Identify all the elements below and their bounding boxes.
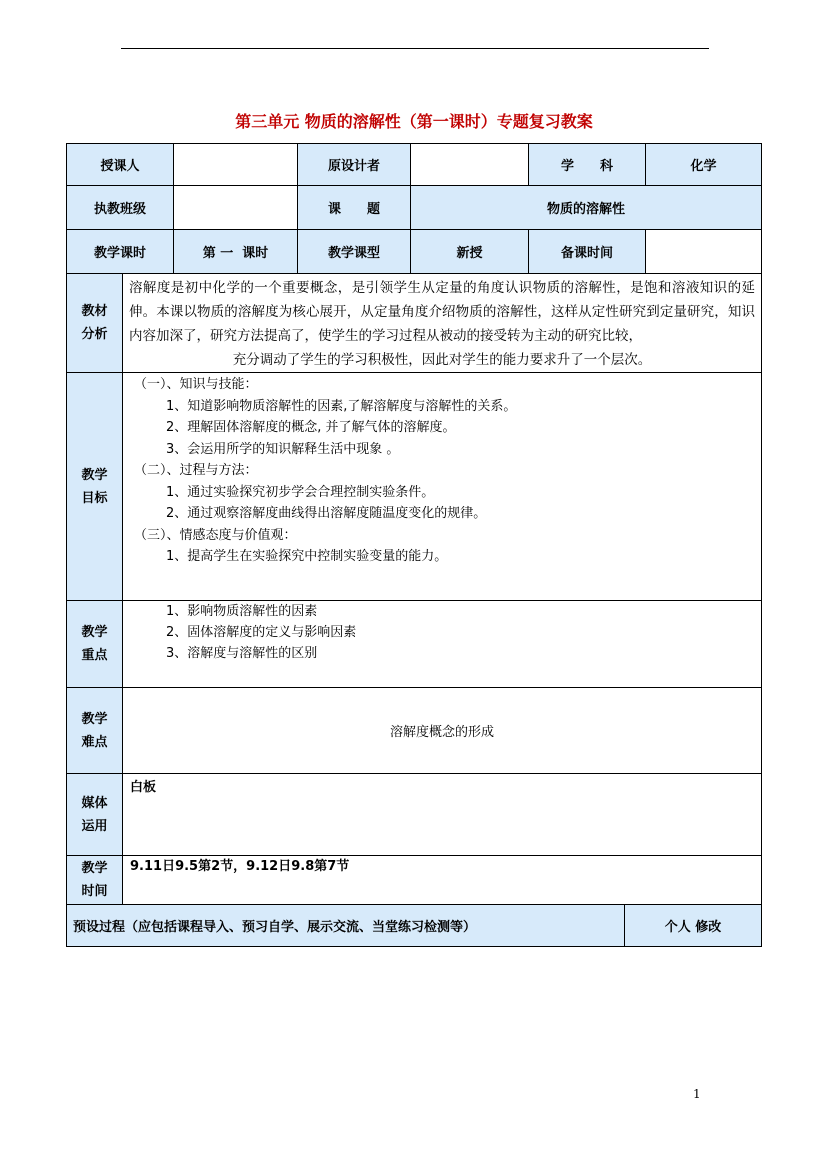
- subject-value: 化学: [645, 143, 762, 186]
- analysis-paragraph: 溶解度是初中化学的一个重要概念，是引领学生从定量的角度认识物质的溶解性，是饱和溶液知识的延伸。本课以物质的溶解度为核心展开，从定量角度介绍物质的溶解性，这样从定性研究到定量研究，知识内容加深了，研究方法提高了，使学生的学习过程从被动的接受转为主动的研究比较，: [129, 280, 755, 344]
- goal-heading: （一）、知识与技能：: [134, 377, 258, 392]
- teacher-value: [173, 143, 298, 186]
- document-title: 第三单元 物质的溶解性（第一课时）专题复习教案: [235, 112, 593, 131]
- teacher-label: 授课人: [66, 143, 174, 186]
- process-label: 预设过程（应包括课程导入、预习自学、展示交流、当堂练习检测等）: [66, 904, 625, 947]
- media-label: [66, 773, 123, 856]
- goal-item: 3、会运用所学的知识解释生活中现象 。: [166, 441, 400, 457]
- topic-value: 物质的溶解性: [410, 185, 762, 230]
- difficulty-label: [66, 687, 123, 774]
- key-points-list: [122, 600, 762, 688]
- media-label-text: 媒体运用: [81, 795, 108, 834]
- page-number: 1: [693, 1087, 701, 1101]
- goal-item: 1、提高学生在实验探究中控制实验变量的能力。: [166, 549, 448, 564]
- goals-label-text: 教学目标: [81, 467, 108, 506]
- key-points-label: [66, 600, 123, 688]
- class-value: [173, 185, 298, 230]
- analysis-paragraph-last: 充分调动了学生的学习积极性，因此对学生的能力要求升了一个层次。: [232, 352, 652, 368]
- type-value: 新授: [410, 229, 529, 274]
- revise-label: 个人 修改: [624, 904, 762, 947]
- type-label: 教学课型: [297, 229, 411, 274]
- media-text: 白板: [122, 773, 762, 856]
- time-label: [66, 855, 123, 905]
- goal-item: 1、知道影响物质溶解性的因素,了解溶解度与溶解性的关系。: [166, 398, 517, 414]
- goal-item: 1、通过实验探究初步学会合理控制实验条件。: [166, 484, 435, 500]
- key-point-item: 2、固体溶解度的定义与影响因素: [166, 625, 357, 640]
- designer-label: 原设计者: [297, 143, 411, 186]
- subject-label: 学 科: [528, 143, 646, 186]
- topic-label: 课 题: [297, 185, 411, 230]
- key-point-item: 1、影响物质溶解性的因素: [166, 604, 318, 619]
- goal-heading: （二）、过程与方法：: [134, 463, 258, 478]
- analysis-label: [66, 273, 123, 373]
- class-label: 执教班级: [66, 185, 174, 230]
- prep-value: [645, 229, 762, 274]
- goal-item: 2、理解固体溶解度的概念, 并了解气体的溶解度。: [166, 420, 456, 435]
- difficulty-label-text: 教学难点: [81, 711, 108, 750]
- goal-heading: （三）、情感态度与价值观：: [134, 527, 297, 543]
- period-value: 第 一 课时: [173, 229, 298, 274]
- header-rule: [121, 48, 709, 49]
- prep-label: 备课时间: [528, 229, 646, 274]
- key-point-item: 3、溶解度与溶解性的区别: [166, 646, 318, 661]
- analysis-label-text: 教材分析: [81, 304, 108, 342]
- period-label: 教学课时: [66, 229, 174, 274]
- goals-label: [66, 372, 123, 601]
- analysis-text: [122, 273, 762, 373]
- goals-list: [122, 372, 762, 601]
- difficulty-text: 溶解度概念的形成: [122, 687, 762, 774]
- goal-item: 2、通过观察溶解度曲线得出溶解度随温度变化的规律。: [166, 506, 487, 521]
- time-label-text: 教学时间: [81, 861, 108, 899]
- key-points-label-text: 教学重点: [81, 625, 108, 663]
- time-text: 9.11日9.5第2节，9.12日9.8第7节: [122, 855, 762, 905]
- designer-value: [410, 143, 529, 186]
